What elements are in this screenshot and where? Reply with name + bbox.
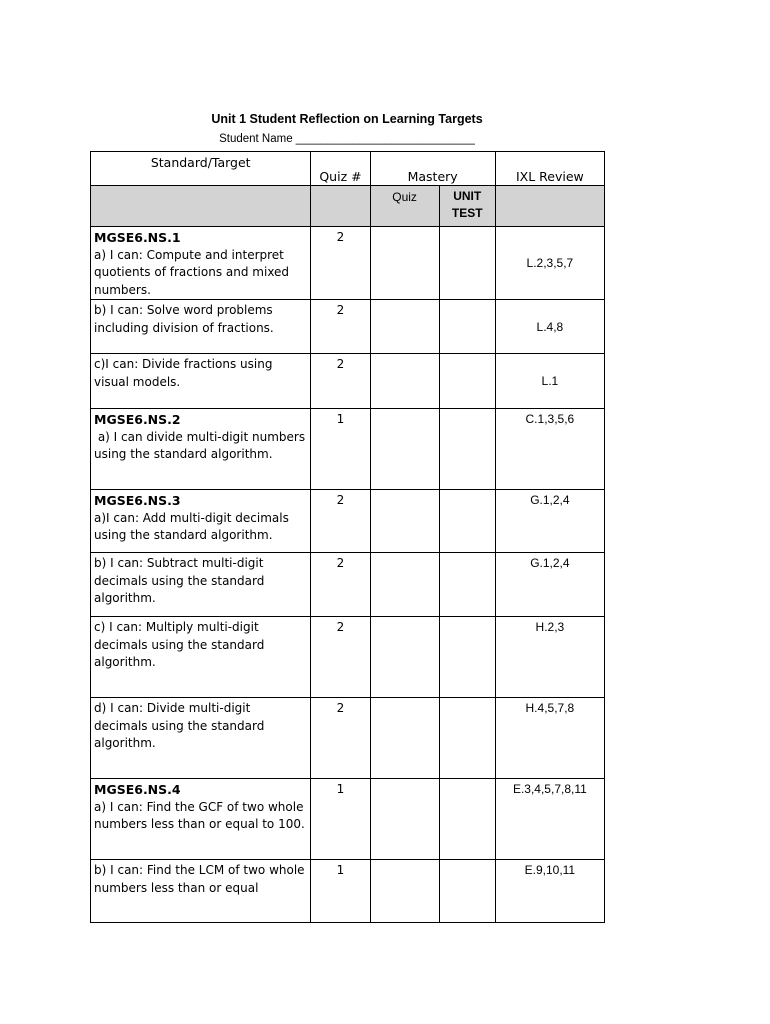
subheader-unit-test: UNIT TEST xyxy=(439,186,495,227)
ixl-review-cell: C.1,3,5,6 xyxy=(495,409,604,490)
ixl-review-cell: H.4,5,7,8 xyxy=(495,698,604,779)
quiz-number-cell: 2 xyxy=(311,490,370,553)
mastery-unit-test-cell[interactable] xyxy=(439,354,495,409)
mastery-quiz-cell[interactable] xyxy=(370,860,439,923)
mastery-unit-test-cell[interactable] xyxy=(439,553,495,617)
learning-target-text: c) I can: Multiply multi-digit decimals using the standard algorithm. xyxy=(94,620,269,669)
quiz-number-cell: 2 xyxy=(311,354,370,409)
mastery-unit-test-cell[interactable] xyxy=(439,698,495,779)
table-row xyxy=(91,698,605,779)
standard-target-cell xyxy=(91,553,311,617)
learning-target-text: a) I can divide multi-digit numbers using the standard algorithm. xyxy=(94,429,309,461)
learning-target-text: b) I can: Find the LCM of two whole numbers less than or equal xyxy=(94,863,309,895)
mastery-unit-test-cell[interactable] xyxy=(439,227,495,300)
subheader-mastery-quiz: Quiz xyxy=(370,186,439,227)
ixl-review-cell: H.2,3 xyxy=(495,617,604,698)
standard-target-cell xyxy=(91,698,311,779)
table-row xyxy=(91,617,605,698)
quiz-number-cell: 2 xyxy=(311,617,370,698)
subheader-row xyxy=(91,186,605,227)
mastery-unit-test-cell[interactable] xyxy=(439,409,495,490)
learning-target-text: a)I can: Add multi-digit decimals using the standard algorithm. xyxy=(94,510,293,542)
quiz-number-cell: 2 xyxy=(311,227,370,300)
table-row xyxy=(91,227,605,300)
mastery-unit-test-cell[interactable] xyxy=(439,860,495,923)
quiz-number-cell: 2 xyxy=(311,553,370,617)
learning-target-text: d) I can: Divide multi-digit decimals using the standard algorithm. xyxy=(94,701,269,750)
student-name-line: Student Name ____________________________ xyxy=(219,133,475,145)
mastery-unit-test-cell[interactable] xyxy=(439,490,495,553)
standard-target-cell xyxy=(91,779,311,860)
standard-target-cell xyxy=(91,617,311,698)
mastery-unit-test-cell[interactable] xyxy=(439,300,495,354)
ixl-review-cell: L.2,3,5,7 xyxy=(495,227,604,300)
mastery-unit-test-cell[interactable] xyxy=(439,779,495,860)
standard-code: MGSE6.NS.1 xyxy=(94,230,181,245)
mastery-quiz-cell[interactable] xyxy=(370,553,439,617)
learning-targets-table xyxy=(90,151,605,923)
table-row xyxy=(91,409,605,490)
header-quiz-number: Quiz # xyxy=(311,152,370,186)
mastery-quiz-cell[interactable] xyxy=(370,227,439,300)
table-row xyxy=(91,779,605,860)
subheader-blank-standard xyxy=(91,186,311,227)
mastery-quiz-cell[interactable] xyxy=(370,779,439,860)
ixl-review-cell: E.3,4,5,7,8,11 xyxy=(495,779,604,860)
mastery-quiz-cell[interactable] xyxy=(370,617,439,698)
mastery-quiz-cell[interactable] xyxy=(370,300,439,354)
learning-target-text: b) I can: Subtract multi-digit decimals using the standard algorithm. xyxy=(94,556,269,605)
quiz-number-cell: 2 xyxy=(311,698,370,779)
standard-code: MGSE6.NS.3 xyxy=(94,493,181,508)
standard-target-cell xyxy=(91,227,311,300)
quiz-number-cell: 1 xyxy=(311,860,370,923)
header-mastery: Mastery xyxy=(370,152,495,186)
learning-target-text: b) I can: Solve word problems including division of fractions. xyxy=(94,303,277,335)
standard-target-cell xyxy=(91,354,311,409)
table-row xyxy=(91,490,605,553)
quiz-number-cell: 2 xyxy=(311,300,370,354)
standard-target-cell xyxy=(91,490,311,553)
standard-target-cell xyxy=(91,300,311,354)
ixl-review-cell: G.1,2,4 xyxy=(495,490,604,553)
standard-code: MGSE6.NS.2 xyxy=(94,412,181,427)
table-row xyxy=(91,300,605,354)
learning-target-text: a) I can: Find the GCF of two whole numbers less than or equal to 100. xyxy=(94,799,308,831)
table-row xyxy=(91,553,605,617)
subheader-blank-quiz xyxy=(311,186,370,227)
table-row xyxy=(91,354,605,409)
standard-code: MGSE6.NS.4 xyxy=(94,782,181,797)
header-row xyxy=(91,152,605,186)
ixl-review-cell: L.4,8 xyxy=(495,300,604,354)
mastery-quiz-cell[interactable] xyxy=(370,698,439,779)
standard-target-cell xyxy=(91,860,311,923)
ixl-review-cell: L.1 xyxy=(495,354,604,409)
learning-target-text: c)I can: Divide fractions using visual models. xyxy=(94,357,277,389)
table-row xyxy=(91,860,605,923)
ixl-review-cell: G.1,2,4 xyxy=(495,553,604,617)
learning-target-text: a) I can: Compute and interpret quotients of fractions and mixed numbers. xyxy=(94,247,293,297)
subheader-blank-ixl xyxy=(495,186,604,227)
quiz-number-cell: 1 xyxy=(311,409,370,490)
ixl-review-cell: E.9,10,11 xyxy=(495,860,604,923)
document-title: Unit 1 Student Reflection on Learning Targets xyxy=(211,112,483,126)
header-ixl-review: IXL Review xyxy=(495,152,604,186)
mastery-quiz-cell[interactable] xyxy=(370,409,439,490)
quiz-number-cell: 1 xyxy=(311,779,370,860)
standard-target-cell xyxy=(91,409,311,490)
mastery-quiz-cell[interactable] xyxy=(370,490,439,553)
mastery-quiz-cell[interactable] xyxy=(370,354,439,409)
mastery-unit-test-cell[interactable] xyxy=(439,617,495,698)
header-standard-target: Standard/Target xyxy=(91,152,311,186)
